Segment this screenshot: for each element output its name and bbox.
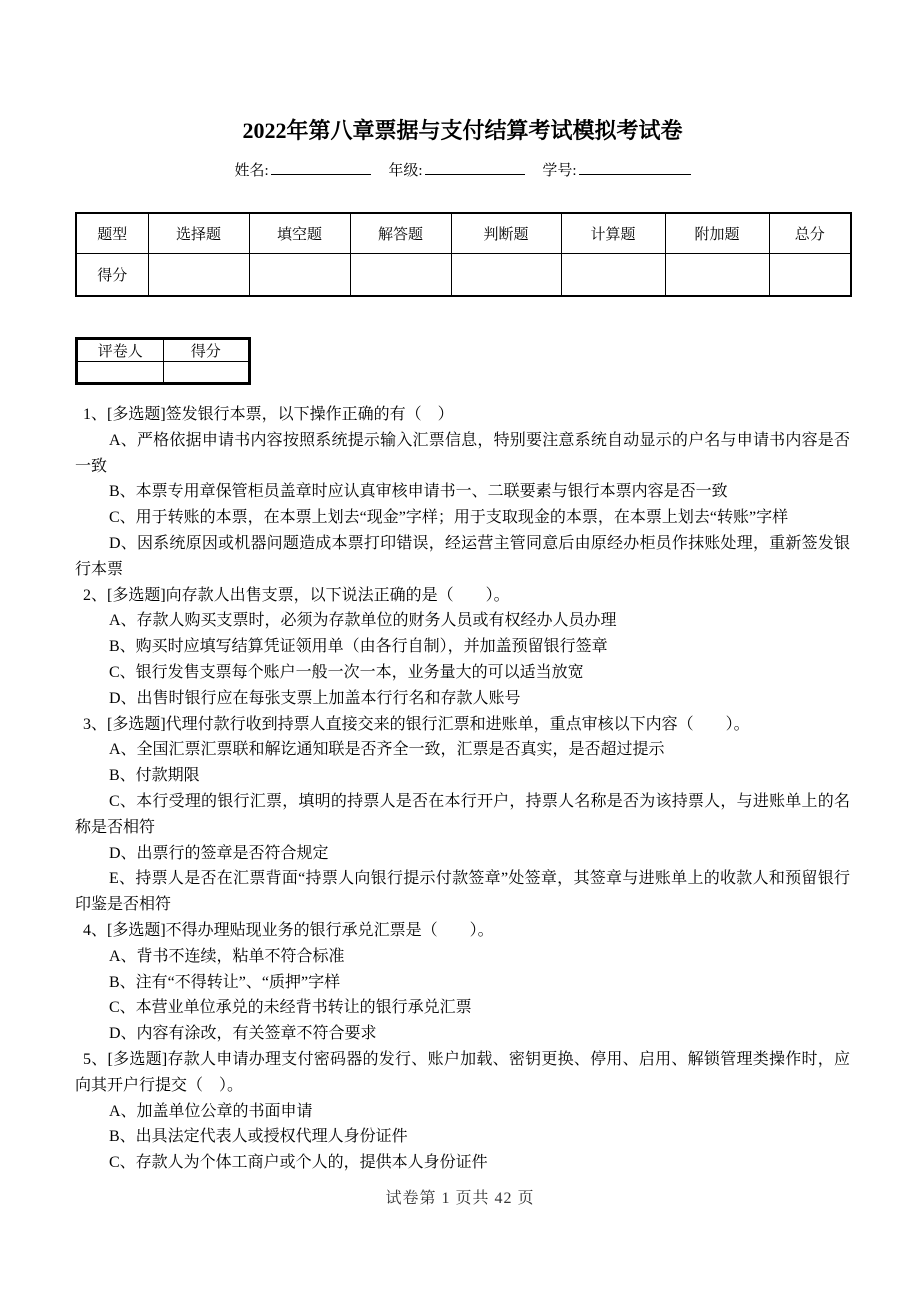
student-id-label: 学号:	[542, 163, 577, 179]
question-4	[75, 918, 850, 1047]
score-cell-empty	[451, 253, 561, 296]
score-cell-empty	[769, 253, 851, 296]
score-table-header-cell: 选择题	[148, 213, 249, 253]
score-table-header-cell: 计算题	[561, 213, 665, 253]
question-2-option-d: D、出售时银行应在每张支票上加盖本行行名和存款人账号	[109, 689, 521, 707]
score-table-header-cell: 解答题	[350, 213, 451, 253]
questions-section	[75, 402, 850, 1176]
score-table-header-cell: 附加题	[665, 213, 769, 253]
student-id-field	[542, 163, 690, 179]
score-cell-empty	[249, 253, 350, 296]
question-3-stem: 3、[多选题]代理付款行收到持票人直接交来的银行汇票和进账单，重点审核以下内容（ ）。	[83, 715, 750, 733]
page-footer: 试卷第 1 页共 42 页	[385, 1190, 535, 1207]
score-table-header-cell: 判断题	[451, 213, 561, 253]
question-1	[75, 402, 850, 583]
question-5-option-b: B、出具法定代表人或授权代理人身份证件	[109, 1128, 408, 1146]
name-field	[234, 163, 370, 179]
score-table	[75, 212, 852, 297]
score-table-score-row	[76, 253, 851, 296]
question-5	[75, 1047, 850, 1176]
question-2-stem: 2、[多选题]向存款人出售支票，以下说法正确的是（ ）。	[83, 586, 510, 604]
question-3-option-e: E、持票人是否在汇票背面“持票人向银行提示付款签章”处签章，其签章与进账单上的收款人和预留银行印鉴是否相符	[75, 870, 850, 914]
grade-field	[388, 163, 524, 179]
student-info-line	[75, 160, 850, 182]
student-id-blank	[579, 160, 691, 175]
question-1-option-b: B、本票专用章保管柜员盖章时应认真审核申请书一、二联要素与银行本票内容是否一致	[109, 483, 728, 501]
question-1-option-a: A、严格依据申请书内容按照系统提示输入汇票信息，特别要注意系统自动显示的户名与申请书内容是否一致	[75, 431, 850, 475]
question-4-option-a: A、背书不连续，粘单不符合标准	[109, 947, 345, 965]
question-3	[75, 712, 850, 918]
question-1-stem: 1、[多选题]签发银行本票，以下操作正确的有（ ）	[83, 406, 454, 423]
question-4-stem: 4、[多选题]不得办理贴现业务的银行承兑汇票是（ ）。	[83, 921, 494, 939]
grader-table	[75, 337, 251, 385]
question-1-option-c: C、用于转账的本票，在本票上划去“现金”字样；用于支取现金的本票，在本票上划去“转账”字样	[109, 509, 789, 527]
grade-blank	[425, 160, 525, 175]
score-cell-empty	[350, 253, 451, 296]
question-5-stem: 5、[多选题]存款人申请办理支付密码器的发行、账户加载、密钥更换、停用、启用、解锁管理类操作时，应向其开户行提交（ ）。	[75, 1050, 850, 1094]
grader-table-header-row	[77, 339, 250, 362]
question-3-option-c: C、本行受理的银行汇票，填明的持票人是否在本行开户，持票人名称是否为该持票人，与进账单上的名称是否相符	[75, 792, 850, 836]
question-3-option-b: B、付款期限	[109, 767, 200, 785]
question-5-option-a: A、加盖单位公章的书面申请	[109, 1102, 313, 1120]
question-4-option-b: B、注有“不得转让”、“质押”字样	[109, 973, 341, 991]
score-cell-empty	[561, 253, 665, 296]
grader-table-header-cell: 评卷人	[77, 339, 164, 362]
score-table-header-row	[76, 213, 851, 253]
name-label: 姓名:	[234, 163, 269, 179]
grader-table-empty-row	[77, 362, 250, 384]
score-cell-empty	[665, 253, 769, 296]
grader-cell-empty	[163, 362, 250, 384]
name-blank	[271, 160, 371, 175]
score-cell-empty	[148, 253, 249, 296]
question-3-option-d: D、出票行的签章是否符合规定	[109, 844, 329, 862]
score-table-header-cell: 填空题	[249, 213, 350, 253]
question-4-option-d: D、内容有涂改，有关签章不符合要求	[109, 1025, 377, 1043]
score-table-header-cell: 题型	[76, 213, 148, 253]
score-table-header-cell: 总分	[769, 213, 851, 253]
question-5-option-c: C、存款人为个体工商户或个人的，提供本人身份证件	[109, 1154, 488, 1172]
grade-label: 年级:	[388, 163, 423, 179]
question-4-option-c: C、本营业单位承兑的未经背书转让的银行承兑汇票	[109, 999, 472, 1017]
page-title: 2022年第八章票据与支付结算考试模拟考试卷	[242, 118, 683, 143]
question-3-option-a: A、全国汇票汇票联和解讫通知联是否齐全一致，汇票是否真实，是否超过提示	[109, 741, 665, 759]
grader-cell-empty	[77, 362, 164, 384]
question-2-option-a: A、存款人购买支票时，必须为存款单位的财务人员或有权经办人员办理	[109, 612, 617, 630]
score-row-label: 得分	[76, 253, 148, 296]
question-2-option-b: B、购买时应填写结算凭证领用单（由各行自制），并加盖预留银行签章	[109, 638, 608, 656]
grader-table-header-cell: 得分	[163, 339, 250, 362]
question-2	[75, 583, 850, 712]
question-1-option-d: D、因系统原因或机器问题造成本票打印错误，经运营主管同意后由原经办柜员作抹账处理，重新签发银行本票	[75, 534, 850, 578]
question-2-option-c: C、银行发售支票每个账户一般一次一本，业务量大的可以适当放宽	[109, 663, 584, 681]
